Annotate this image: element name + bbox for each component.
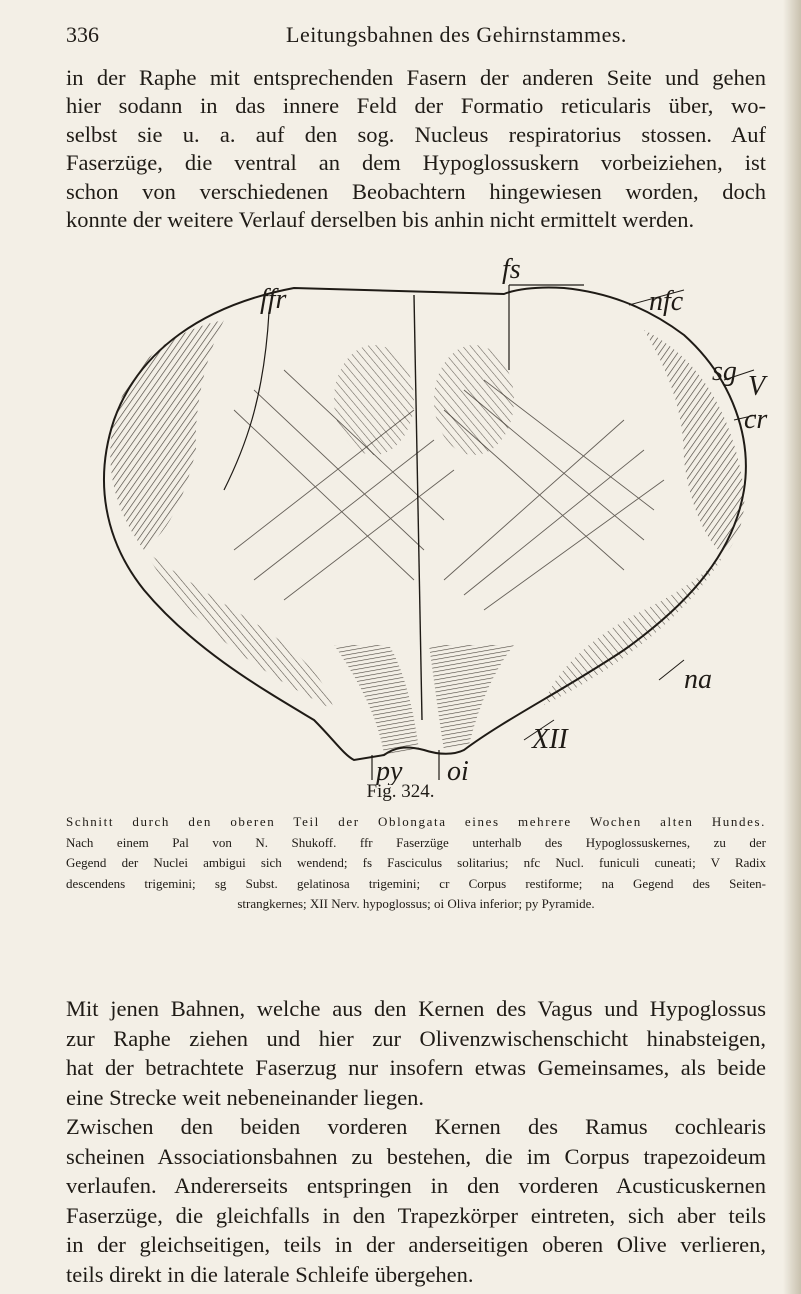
caption-line: descendens trigemini; sg Subst. gelatinosa trigemini; cr Corpus restiforme; na Gegend des Seiten- xyxy=(66,875,766,891)
text-line: scheinen Associationsbahnen zu bestehen, die im Corpus trapezoideum xyxy=(66,1143,766,1169)
paragraph-2 xyxy=(66,994,766,1289)
label-nfc: nfc xyxy=(649,286,684,317)
text-line: hier sodann in das innere Feld der Formatio reticularis über, wo- xyxy=(66,93,766,119)
label-fs: fs xyxy=(502,254,521,285)
figure-caption xyxy=(66,812,766,915)
text-line: schon von verschiedenen Beobachtern hingewiesen worden, doch xyxy=(66,178,766,204)
label-ffr: ffr xyxy=(260,284,287,315)
label-cr: cr xyxy=(744,404,768,435)
page-edge-shadow xyxy=(783,0,801,1294)
text-line: eine Strecke weit nebeneinander liegen. xyxy=(66,1084,424,1110)
label-oi: oi xyxy=(447,756,469,785)
label-V: V xyxy=(748,371,766,402)
caption-line: Schnitt durch den oberen Teil der Oblongata eines mehrere Wochen alten Hundes. xyxy=(66,814,766,829)
text-line: in der gleichseitigen, teils in der anderseitigen oberen Olive verlieren, xyxy=(66,1232,766,1257)
caption-line: Nach einem Pal von N. Shukoff. ffr Faserzüge unterhalb des Hypoglossuskernes, zu der xyxy=(66,834,766,850)
label-XII: XII xyxy=(532,724,568,755)
text-line: verlaufen. Andererseits entspringen in den vorderen Acusticuskernen xyxy=(66,1173,766,1198)
text-line: selbst sie u. a. auf den sog. Nucleus respiratorius stossen. Auf xyxy=(66,121,766,147)
text-line: Faserzüge, die gleichfalls in den Trapezkörper eintreten, sich aber teils xyxy=(66,1202,766,1228)
page-header xyxy=(66,22,766,54)
text-line: Mit jenen Bahnen, welche aus den Kernen des Vagus und Hypoglossus xyxy=(66,996,766,1021)
text-line: konnte der weitere Verlauf derselben bis anhin nicht ermittelt werden. xyxy=(66,207,695,233)
text-line: zur Raphe ziehen und hier zur Olivenzwischenschicht hinabsteigen, xyxy=(66,1025,766,1051)
label-na: na xyxy=(684,664,712,695)
paragraph-1 xyxy=(66,64,766,234)
label-sg: sg xyxy=(712,356,737,387)
text-line: teils direkt in die laterale Schleife übergehen. xyxy=(66,1261,474,1287)
running-title: Leitungsbahnen des Gehirnstammes. xyxy=(286,22,627,47)
page-number: 336 xyxy=(66,22,99,47)
text-line: hat der betrachtete Faserzug nur insofern etwas Gemeinsames, als beide xyxy=(66,1055,766,1080)
caption-line: strangkernes; XII Nerv. hypoglossus; oi Oliva inferior; py Pyramide. xyxy=(237,896,595,911)
text-line: Zwischen den beiden vorderen Kernen des Ramus cochlearis xyxy=(66,1114,766,1139)
caption-line: Gegend der Nuclei ambigui sich wendend; fs Fasciculus solitarius; nfc Nucl. funiculi cuneati; V Radix xyxy=(66,855,766,870)
anatomical-figure xyxy=(84,250,774,785)
figure-number: Fig. 324. xyxy=(366,781,435,802)
text-line: in der Raphe mit entsprechenden Fasern der anderen Seite und gehen xyxy=(66,65,766,90)
medulla-section-drawing xyxy=(84,250,774,785)
text-line: Faserzüge, die ventral an dem Hypoglossuskern vorbeiziehen, ist xyxy=(66,150,766,176)
label-py: py xyxy=(376,756,403,785)
